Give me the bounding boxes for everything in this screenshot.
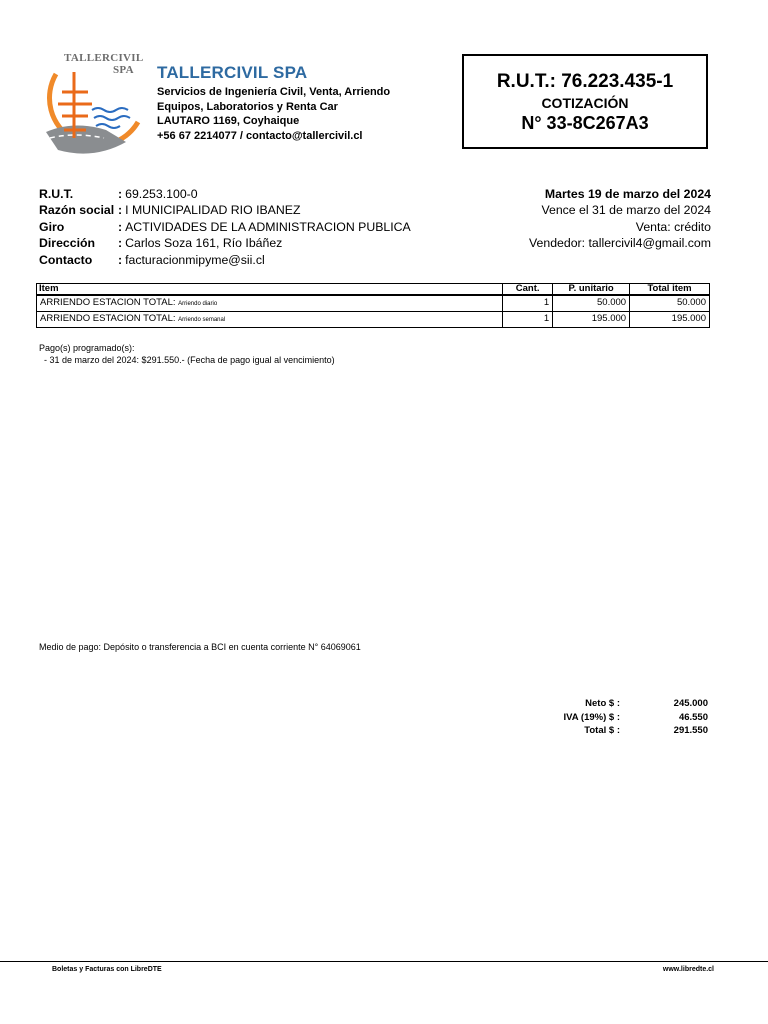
total-value: 291.550 (673, 725, 708, 736)
total-cell: 195.000 (630, 312, 710, 328)
iva-label: IVA (19%) $ : (563, 711, 620, 723)
company-info-line: LAUTARO 1169, Coyhaique (157, 115, 300, 127)
separator: : (118, 187, 123, 201)
item-cell (37, 312, 503, 328)
iva-value: 46.550 (678, 711, 708, 723)
client-label: Razón social (39, 203, 115, 218)
client-row-rut (39, 186, 411, 202)
column-header-unit-price: P. unitario (553, 284, 630, 296)
column-header-item: Item (37, 284, 503, 296)
client-value: 69.253.100-0 (125, 187, 198, 201)
separator: : (118, 203, 123, 218)
totals-row-total (500, 724, 708, 738)
logo-text-line1: TALLERCIVIL (64, 52, 144, 64)
footer-divider (0, 961, 768, 962)
item-detail: Arriendo diario (178, 301, 218, 307)
total-label: Total $ : (584, 725, 620, 736)
item-detail: Arriendo semanal (178, 317, 226, 323)
separator: : (118, 219, 123, 234)
payment-line: - 31 de marzo del 2024: $291.550.- (Fecha de pago igual al vencimiento) (39, 355, 335, 365)
footer-link[interactable]: www.libredte.cl (662, 966, 714, 973)
client-row-giro (39, 219, 411, 235)
client-value: facturacionmipyme@sii.cl (125, 252, 265, 267)
client-label: Contacto (39, 252, 93, 267)
client-value: I MUNICIPALIDAD RIO IBANEZ (125, 203, 301, 218)
payments-title: Pago(s) programado(s): (39, 343, 135, 353)
client-value: ACTIVIDADES DE LA ADMINISTRACION PUBLICA (125, 219, 411, 234)
client-label: R.U.T. (39, 187, 74, 201)
item-name: ARRIENDO ESTACION TOTAL: (40, 313, 176, 324)
client-row-razon-social (39, 202, 411, 218)
qty-cell: 1 (503, 312, 553, 328)
company-logo (34, 52, 146, 162)
table-row (37, 312, 710, 328)
company-name: TALLERCIVIL SPA (157, 63, 308, 82)
neto-value: 245.000 (673, 698, 708, 709)
footer-left-text: Boletas y Facturas con LibreDTE (52, 966, 162, 973)
item-name: ARRIENDO ESTACION TOTAL: (40, 297, 176, 308)
issue-date: Martes 19 de marzo del 2024 (544, 187, 711, 201)
total-cell: 50.000 (630, 295, 710, 312)
client-row-contacto (39, 252, 411, 268)
client-value: Carlos Soza 161, Río Ibáñez (125, 236, 283, 251)
scheduled-payments (39, 342, 335, 366)
issuer-rut: R.U.T.: 76.223.435-1 (496, 71, 674, 92)
table-header-row (37, 284, 710, 296)
client-details (39, 186, 411, 268)
sale-type: Venta: crédito (635, 219, 711, 234)
unit-price-cell: 195.000 (553, 312, 630, 328)
company-info-line: Servicios de Ingeniería Civil, Venta, Arriendo (157, 86, 391, 98)
client-label: Dirección (39, 236, 96, 251)
totals-row-neto (500, 697, 708, 711)
neto-label: Neto $ : (585, 698, 620, 709)
document-dates (529, 186, 711, 252)
totals-block (500, 697, 708, 738)
seller: Vendedor: tallercivil4@gmail.com (529, 236, 711, 251)
company-info-line: Equipos, Laboratorios y Renta Car (157, 100, 338, 113)
column-header-qty: Cant. (503, 284, 553, 296)
separator: : (118, 236, 123, 251)
totals-row-iva (500, 711, 708, 725)
item-cell (37, 295, 503, 312)
unit-price-cell: 50.000 (553, 295, 630, 312)
due-date: Vence el 31 de marzo del 2024 (541, 203, 711, 218)
company-info (157, 85, 457, 143)
separator: : (118, 252, 123, 267)
logo-text-line2: SPA (113, 64, 134, 76)
document-number: N° 33-8C267A3 (521, 113, 649, 133)
column-header-total: Total item (630, 284, 710, 296)
payment-method: Medio de pago: Depósito o transferencia a BCI en cuenta corriente N° 64069061 (39, 642, 361, 652)
company-info-line: +56 67 2214077 / contacto@tallercivil.cl (157, 129, 363, 142)
document-type: COTIZACIÓN (541, 95, 629, 111)
client-row-direccion (39, 235, 411, 251)
table-row (37, 295, 710, 312)
document-id-box (462, 54, 708, 149)
qty-cell: 1 (503, 295, 553, 312)
items-table (36, 283, 710, 328)
client-label: Giro (39, 219, 65, 234)
